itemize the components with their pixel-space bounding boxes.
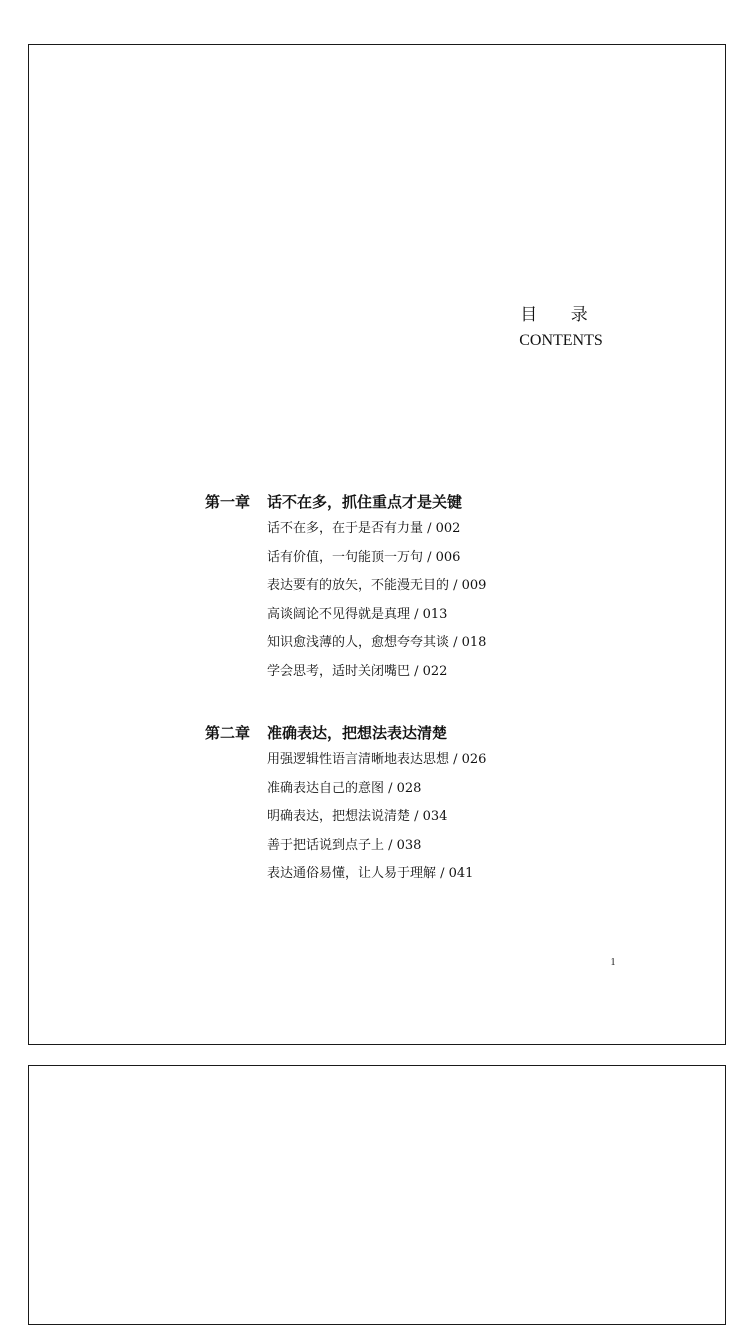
- toc-entry: 明确表达，把想法说清楚 / 034: [267, 809, 448, 825]
- toc-entry: 知识愈浅薄的人，愈想夸夸其谈 / 018: [267, 635, 487, 651]
- chapter-section: [205, 722, 486, 885]
- chapter-title: 准确表达，把想法表达清楚: [267, 724, 448, 742]
- toc-entry: 话有价值，一句能顶一万句 / 006: [267, 549, 461, 565]
- page-number: 1: [610, 957, 616, 968]
- toc-title: 目 录: [520, 305, 602, 325]
- chapter-title: 话不在多，抓住重点才是关键: [267, 493, 463, 511]
- next-page: [28, 1065, 726, 1325]
- chapter-heading: [205, 722, 486, 744]
- toc-entry: 话不在多，在于是否有力量 / 002: [267, 521, 461, 536]
- toc-entry: 善于把话说到点子上 / 038: [267, 837, 422, 853]
- toc-entry: 学会思考，适时关闭嘴巴 / 022: [267, 663, 448, 679]
- chapter-number: 第一章: [205, 493, 251, 511]
- chapter-section: [205, 491, 486, 683]
- toc-subtitle: CONTENTS: [519, 332, 603, 349]
- toc-entry: 表达要有的放矢，不能漫无目的 / 009: [267, 578, 487, 594]
- chapter-number: 第二章: [205, 724, 251, 742]
- toc-entry: 表达通俗易懂，让人易于理解 / 041: [267, 866, 474, 882]
- toc-entry: 准确表达自己的意图 / 028: [267, 780, 422, 796]
- toc-page: [28, 44, 726, 1045]
- toc-entry: 用强逻辑性语言清晰地表达思想 / 026: [267, 752, 487, 767]
- chapter-heading: [205, 491, 486, 513]
- toc-entry: 高谈阔论不见得就是真理 / 013: [267, 606, 448, 622]
